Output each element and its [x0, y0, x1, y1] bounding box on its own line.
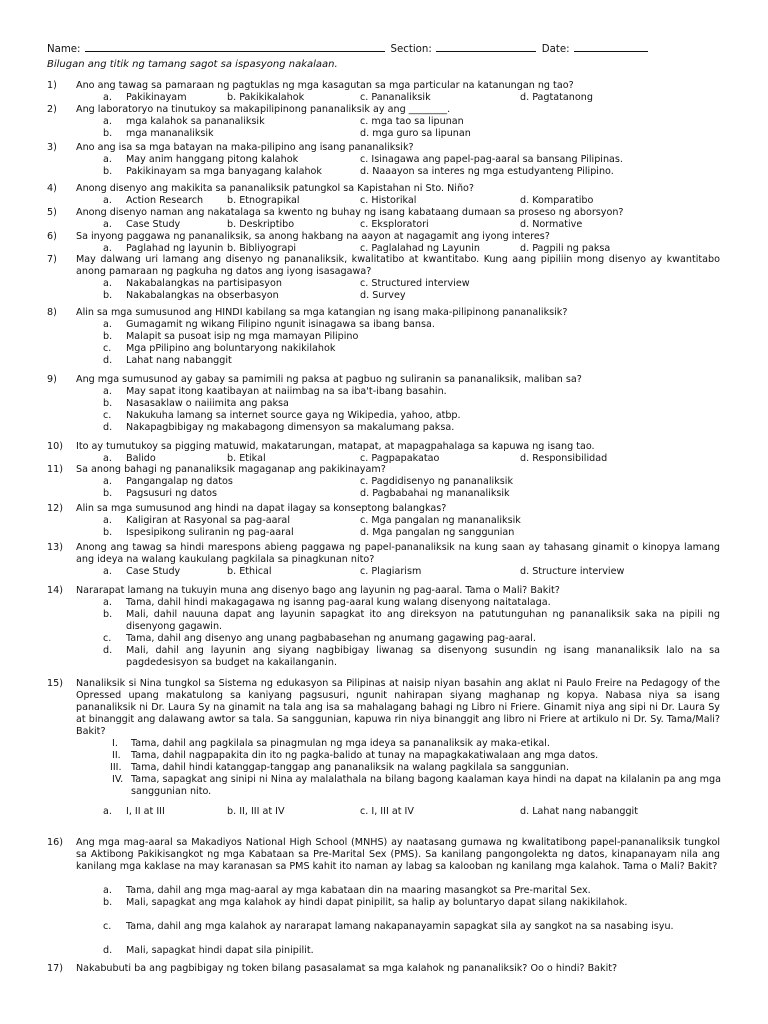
question-number: 15) — [47, 678, 63, 689]
question-number: 16) — [47, 837, 63, 848]
choice-letter[interactable]: a. — [103, 319, 112, 330]
question-text: Alin sa mga sumusunod ang HINDI kabilang sa mga katangian ng isang maka-pilipinong pananaliksik? — [76, 307, 568, 318]
choice-option[interactable]: I, II at III — [126, 806, 165, 817]
roman-statement: Tama, sapagkat ang sinipi ni Nina ay malalathala na bilang bagong kaalaman kaya hindi na dapat na kilalanin pa ang mga sanggunian nito. — [131, 774, 721, 797]
choice-option[interactable]: d. Pagtatanong — [520, 92, 593, 103]
choice-option[interactable]: Pakikinayam sa mga banyagang kalahok — [126, 166, 322, 177]
choice-option[interactable]: d. Pagpili ng paksa — [520, 243, 611, 254]
choice-letter[interactable]: a. — [103, 597, 112, 608]
choice-text[interactable]: Gumagamit ng wikang Filipino ngunit isinagawa sa ibang bansa. — [126, 319, 435, 330]
question-text: Ano ang isa sa mga batayan na maka-pilipino ang isang pananaliksik? — [76, 142, 414, 153]
choice-option[interactable]: b. Ethical — [227, 566, 272, 577]
roman-numeral: I. — [112, 738, 118, 749]
section-field-line[interactable] — [436, 41, 536, 52]
choice-letter[interactable]: a. — [103, 278, 112, 289]
choice-option[interactable]: Pakikinayam — [126, 92, 187, 103]
roman-numeral: II. — [112, 750, 121, 761]
question-number: 4) — [47, 183, 57, 194]
choice-letter[interactable]: a. — [103, 154, 112, 165]
choice-option[interactable]: d. Normative — [520, 219, 583, 230]
choice-option[interactable]: Kaligiran at Rasyonal sa pag-aaral — [126, 515, 290, 526]
question-text: Alin sa mga sumusunod ang hindi na dapat ilagay sa konseptong balangkas? — [76, 503, 447, 514]
question-text: May dalwang uri lamang ang disenyo ng pananaliksik, kwalitatibo at kwantitabo. Kung aang pipiliin mong disenyo ay kwantitabo anong pamaraan ng pagkuha ng datos ang iyong isasagawa? — [76, 254, 720, 277]
choice-option[interactable]: c. Eksploratori — [360, 219, 429, 230]
choice-option[interactable]: Case Study — [126, 219, 181, 230]
question-number: 2) — [47, 104, 57, 115]
section-field-label: Section: — [390, 44, 432, 55]
choice-option[interactable]: c. Plagiarism — [360, 566, 422, 577]
question-number: 17) — [47, 963, 63, 974]
choice-option[interactable]: c. Pagdidisenyo ng pananaliksik — [360, 476, 513, 487]
roman-statement: Tama, dahil nagpapakita din ito ng pagka-balido at tunay na mapagkakatiwalaan ang mga datos. — [131, 750, 599, 761]
question-number: 13) — [47, 542, 63, 553]
choice-option[interactable]: c. Paglalahad ng Layunin — [360, 243, 480, 254]
choice-letter[interactable]: a. — [103, 806, 112, 817]
choice-letter[interactable]: b. — [103, 331, 113, 342]
choice-letter[interactable]: c. — [103, 343, 112, 354]
choice-text[interactable]: Tama, dahil ang mga mag-aaral ay mga kabataan din na maaring masangkot sa Pre-marital Sex. — [126, 885, 591, 896]
choice-letter[interactable]: d. — [103, 355, 113, 366]
choice-option[interactable]: c. I, III at IV — [360, 806, 414, 817]
roman-numeral: IV. — [112, 774, 124, 785]
question-number: 1) — [47, 80, 57, 91]
choice-option[interactable]: b. II, III at IV — [227, 806, 285, 817]
choice-option[interactable]: c. mga tao sa lipunan — [360, 116, 464, 127]
date-field-line[interactable] — [574, 41, 648, 52]
choice-letter[interactable]: b. — [103, 290, 113, 301]
choice-option[interactable]: Paglahad ng layunin — [126, 243, 224, 254]
choice-option[interactable]: c. Pananaliksik — [360, 92, 431, 103]
choice-text[interactable]: Nasasaklaw o naiiimita ang paksa — [126, 398, 289, 409]
choice-option[interactable]: Nakabalangkas na obserbasyon — [126, 290, 279, 301]
choice-letter[interactable]: a. — [103, 476, 112, 487]
instruction-text: Bilugan ang titik ng tamang sagot sa ispasyong nakalaan. — [47, 59, 338, 70]
question-text: Sa anong bahagi ng pananaliksik magaganap ang pakikinayam? — [76, 464, 386, 475]
choice-letter[interactable]: a. — [103, 195, 112, 206]
choice-option[interactable]: d. Survey — [360, 290, 406, 301]
choice-letter[interactable]: a. — [103, 386, 112, 397]
choice-letter[interactable]: d. — [103, 945, 113, 956]
question-text: Nararapat lamang na tukuyin muna ang disenyo bago ang layunin ng pag-aaral. Tama o Mali? Bakit? — [76, 585, 560, 596]
choice-option[interactable]: d. mga guro sa lipunan — [360, 128, 471, 139]
choice-option[interactable]: mga kalahok sa pananaliksik — [126, 116, 265, 127]
question-number: 3) — [47, 142, 57, 153]
choice-letter[interactable]: a. — [103, 515, 112, 526]
question-number: 11) — [47, 464, 63, 475]
choice-option[interactable]: d. Naaayon sa interes ng mga estudyanteng Pilipino. — [360, 166, 614, 177]
choice-text[interactable]: Nakapagbibigay ng makabagong dimensyon sa makalumang paksa. — [126, 422, 455, 433]
question-text: Ang mga sumusunod ay gabay sa pamimili ng paksa at pagbuo ng suliranin sa pananaliksik, maliban sa? — [76, 374, 582, 385]
choice-option[interactable]: mga mananaliksik — [126, 128, 214, 139]
choice-letter[interactable]: b. — [103, 166, 113, 177]
choice-option[interactable]: b. Bibliyograpi — [227, 243, 297, 254]
choice-text[interactable]: Mali, sapagkat ang mga kalahok ay hindi dapat pinipilit, sa halip ay boluntaryo dapat silang nakikilahok. — [126, 897, 628, 908]
question-text: Ito ay tumutukoy sa pigging matuwid, makatarungan, matapat, at mapagpahalaga sa kapuwa ng isang tao. — [76, 441, 595, 452]
choice-text[interactable]: Tama, dahil ang disenyo ang unang pagbabasehan ng anumang gagawing pag-aaral. — [126, 633, 536, 644]
question-number: 7) — [47, 254, 57, 265]
choice-text[interactable]: Lahat nang nabanggit — [126, 355, 232, 366]
roman-statement: Tama, dahil ang pagkilala sa pinagmulan ng mga ideya sa pananaliksik ay maka-etikal. — [131, 738, 550, 749]
question-text: Ang mga mag-aaral sa Makadiyos National High School (MNHS) ay naatasang gumawa ng kwalitatibong papel-pananaliksik tungkol sa Aktibong Pakikisangkot ng mga Kabataan sa Pre-Marital Sex (PMS). Sa kanilang pangongolekta ng datos, kinapanayam nila ang kanilang mga kaklase na may karanasan sa PMS kahit ito naman ay labag sa kalooban ng kanilang mga kalahok. Tama o Mali? Bakit? — [76, 837, 720, 872]
choice-letter[interactable]: c. — [103, 921, 112, 932]
choice-text[interactable]: May sapat itong kaatibayan at naiimbag na sa iba't-ibang basahin. — [126, 386, 447, 397]
question-text: Nakabubuti ba ang pagbibigay ng token bilang pasasalamat sa mga kalahok ng pananaliksik? Oo o hindi? Bakit? — [76, 963, 618, 974]
choice-letter[interactable]: d. — [103, 422, 113, 433]
choice-text[interactable]: Tama, dahil hindi makagagawa ng isanng pag-aaral kung walang disenyong naitatalaga. — [126, 597, 551, 608]
choice-option[interactable]: c. Isinagawa ang papel-pag-aaral sa bansang Pilipinas. — [360, 154, 623, 165]
choice-text[interactable]: Mali, dahil ang layunin ang siyang nagbibigay liwanag sa disenyong susundin ng isang mananaliksik lalo na sa pagdedesisyon sa budget na kakailanganin. — [126, 645, 720, 668]
choice-option[interactable]: d. Komparatibo — [520, 195, 594, 206]
choice-letter[interactable]: b. — [103, 488, 113, 499]
choice-letter[interactable]: a. — [103, 243, 112, 254]
question-number: 8) — [47, 307, 57, 318]
choice-text[interactable]: Mga pPilipino ang boluntaryong nakikilahok — [126, 343, 336, 354]
question-text: Ang laboratoryo na tinutukoy sa makapilipinong pananaliksik ay ang ________. — [76, 104, 451, 115]
choice-letter[interactable]: b. — [103, 609, 113, 620]
choice-option[interactable]: Pagsusuri ng datos — [126, 488, 217, 499]
choice-text[interactable]: Mali, dahil nauuna dapat ang layunin sapagkat ito ang direksyon na patutunguhan ng pananaliksik saka na pipili ng disenyong gagawin. — [126, 609, 720, 632]
choice-option[interactable]: d. Lahat nang nabanggit — [520, 806, 638, 817]
choice-option[interactable]: Case Study — [126, 566, 181, 577]
choice-letter[interactable]: c. — [103, 410, 112, 421]
choice-letter[interactable]: a. — [103, 566, 112, 577]
choice-option[interactable]: c. Structured interview — [360, 278, 470, 289]
choice-text[interactable]: Tama, dahil ang mga kalahok ay nararapat lamang nakapanayamin sapagkat sila ay sangkot na sa nasabing isyu. — [126, 921, 674, 932]
name-field-label: Name: — [47, 44, 81, 55]
roman-numeral: III. — [110, 762, 122, 773]
question-number: 12) — [47, 503, 63, 514]
name-field-line[interactable] — [85, 41, 385, 52]
choice-letter[interactable]: a. — [103, 116, 112, 127]
choice-option[interactable]: b. Deskriptibo — [227, 219, 295, 230]
question-text: Nanaliksik si Nina tungkol sa Sistema ng edukasyon sa Pilipinas at naisip niyan basahin ang aklat ni Paulo Freire na Pedagogy of the Opressed upang makatulong sa kaniyang pagsusuri, ngunit nahirapan siyang maghanap ng kopya. Nabasa niya sa isang pananaliksik ni Dr. Laura Sy na ginamit na tala ang isa sa mahalagang bahagi ng Libro ni Friere. Ginamit niya ang sipi ni Dr. Laura Sy at binanggit ang dalawang awtor sa tala. Sa sanggunian, kapuwa rin niya binanggit ang libro ni Friere at artikulo ni Dr. Sy. Tama/Mali? Bakit? — [76, 678, 720, 737]
choice-letter[interactable]: d. — [103, 645, 113, 656]
choice-option[interactable]: b. Etnograpikal — [227, 195, 300, 206]
choice-letter[interactable]: b. — [103, 128, 113, 139]
choice-option[interactable]: Pangangalap ng datos — [126, 476, 233, 487]
choice-letter[interactable]: a. — [103, 885, 112, 896]
question-number: 5) — [47, 207, 57, 218]
choice-option[interactable]: Action Research — [126, 195, 204, 206]
choice-option[interactable]: b. Etikal — [227, 453, 266, 464]
question-text: Anong disenyo ang makikita sa pananaliksik patungkol sa Kapistahan ni Sto. Niño? — [76, 183, 475, 194]
choice-option[interactable]: c. Historikal — [360, 195, 417, 206]
question-number: 14) — [47, 585, 63, 596]
question-text: Ano ang tawag sa pamaraan ng pagtuklas ng mga kasagutan sa mga particular na katanungan ng tao? — [76, 80, 574, 91]
question-number: 9) — [47, 374, 57, 385]
roman-statement: Tama, dahil hindi katanggap-tanggap ang pananaliksik na walang pagkilala sa sanggunian. — [131, 762, 570, 773]
choice-letter[interactable]: b. — [103, 527, 113, 538]
header-row — [47, 41, 654, 56]
choice-text[interactable]: Malapit sa pusoat isip ng mga mamayan Pilipino — [126, 331, 359, 342]
question-number: 10) — [47, 441, 63, 452]
choice-option[interactable]: c. Pagpapakatao — [360, 453, 440, 464]
date-field-label: Date: — [541, 44, 570, 55]
choice-text[interactable]: Mali, sapagkat hindi dapat sila pinipilit. — [126, 945, 314, 956]
choice-option[interactable]: Balido — [126, 453, 156, 464]
choice-option[interactable]: c. Mga pangalan ng mananaliksik — [360, 515, 521, 526]
choice-option[interactable]: Nakabalangkas na partisipasyon — [126, 278, 282, 289]
choice-option[interactable]: May anim hanggang pitong kalahok — [126, 154, 299, 165]
choice-letter[interactable]: a. — [103, 219, 112, 230]
choice-option[interactable]: d. Structure interview — [520, 566, 625, 577]
choice-text[interactable]: Nakukuha lamang sa internet source gaya ng Wikipedia, yahoo, atbp. — [126, 410, 461, 421]
question-text: Anong disenyo naman ang nakatalaga sa kwento ng buhay ng isang kabataang dumaan sa proseso ng aborsyon? — [76, 207, 624, 218]
choice-letter[interactable]: b. — [103, 398, 113, 409]
question-number: 6) — [47, 231, 57, 242]
choice-letter[interactable]: b. — [103, 897, 113, 908]
question-text: Anong ang tawag sa hindi marespons abieng paggawa ng papel-pananaliksik na kung saan ay tahasang ginamit o kinopya lamang ang ideya na walang kaukulang pagkilala sa pinagkunan nito? — [76, 542, 720, 565]
choice-letter[interactable]: a. — [103, 453, 112, 464]
choice-option[interactable]: d. Responsibilidad — [520, 453, 608, 464]
choice-letter[interactable]: c. — [103, 633, 112, 644]
choice-option[interactable]: Ispesipikong suliranin ng pag-aaral — [126, 527, 294, 538]
question-text: Sa inyong paggawa ng pananaliksik, sa anong hakbang na aayon at nagagamit ang iyong interes? — [76, 231, 550, 242]
choice-option[interactable]: b. Pakikikalahok — [227, 92, 305, 103]
choice-option[interactable]: d. Pagbabahai ng mananaliksik — [360, 488, 510, 499]
choice-option[interactable]: d. Mga pangalan ng sanggunian — [360, 527, 515, 538]
choice-letter[interactable]: a. — [103, 92, 112, 103]
